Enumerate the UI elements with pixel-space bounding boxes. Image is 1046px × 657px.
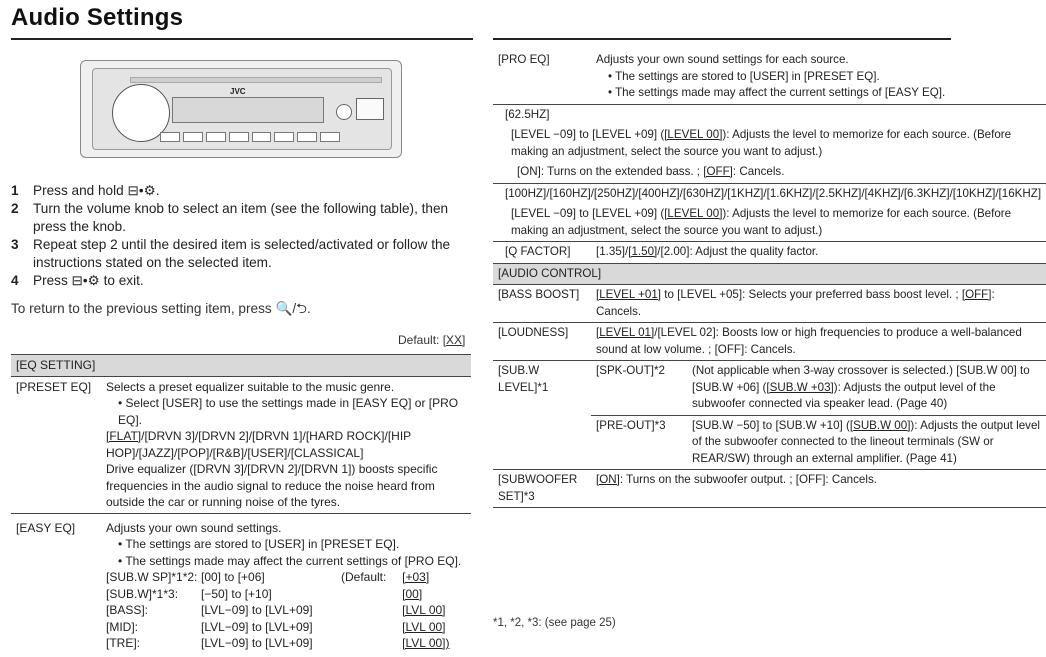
subw-level-label: [SUB.W LEVEL]*1: [498, 364, 549, 394]
easy-default: [LVL 00]: [402, 619, 446, 634]
default-label: Default:: [398, 333, 443, 347]
table-row: [591, 361, 1046, 415]
return-note: To return to the previous setting item, press 🔍/⮌.: [11, 301, 311, 316]
subw-level-cell: [591, 361, 1046, 470]
spk-text: (Not applicable when 3-way crossover is selected.) [SUB.W 00] to [SUB.W +06] (: [692, 364, 1030, 394]
q-factor-desc: [591, 242, 1046, 264]
preset-buttons: [160, 132, 340, 142]
table-row: [493, 323, 1046, 361]
pro-eq-label: [PRO EQ]: [498, 53, 550, 66]
preset-list: [106, 428, 466, 461]
sws-text: : Turns on the subwoofer output. ; [OFF]: Cancels.: [619, 473, 877, 486]
audio-control-header: [AUDIO CONTROL]: [498, 266, 602, 280]
spk-out-desc: [687, 361, 1046, 415]
easy-bullets: [106, 536, 466, 569]
table-row: [493, 470, 1046, 508]
step-item: [11, 182, 471, 200]
level-default: [LEVEL 00]: [664, 128, 723, 141]
level-default: [LEVEL 00]: [664, 207, 723, 220]
table-row: [493, 204, 1046, 242]
bass-boost-label: [BASS BOOST]: [498, 288, 580, 301]
easy-eq-label: [EASY EQ]: [16, 520, 76, 535]
level-text-b: ): Adjusts the level to memorize for each source. (Before making an adjustment, select the source you want to adjust.): [511, 128, 1012, 158]
easy-pre: [341, 586, 402, 603]
table-row: [591, 415, 1046, 469]
easy-desc-text: Adjusts your own sound settings.: [106, 520, 282, 535]
bb-default: [LEVEL +01]: [596, 288, 661, 301]
preset-button: [320, 132, 340, 142]
easy-default: [LVL 00]): [402, 636, 450, 650]
preset-button: [274, 132, 294, 142]
preset-button: [206, 132, 226, 142]
footnote: *1, *2, *3: (see page 25): [493, 617, 616, 629]
easy-pre: [341, 619, 402, 636]
q-text: [1.35]/: [596, 245, 629, 258]
subw-subtable: [591, 361, 1046, 469]
right-rule: [493, 38, 951, 40]
easy-pre: [341, 635, 402, 652]
step-number: 2: [11, 201, 19, 216]
subwoofer-set-desc: [591, 470, 1046, 508]
page-title: Audio Settings: [11, 4, 184, 31]
easy-eq-desc: [101, 513, 471, 654]
preset-desc-text: Selects a preset equalizer suitable to the music genre.: [106, 379, 395, 394]
level-text-b: ): Adjusts the level to memorize for each source. (Before making an adjustment, select the source you want to adjust.): [511, 207, 1012, 237]
easy-name: [MID]:: [106, 619, 138, 634]
preset-button: [183, 132, 203, 142]
step-number: 3: [11, 237, 19, 252]
brand-logo: JVC: [230, 87, 246, 96]
stereo-display: [172, 97, 324, 123]
eq-setting-header: [EQ SETTING]: [16, 358, 96, 372]
loudness-label: [LOUDNESS]: [498, 326, 569, 339]
pro-bullet: • The settings made may affect the current settings of [EASY EQ].: [608, 85, 1041, 102]
easy-row: [106, 602, 466, 619]
easy-name: [BASS]:: [106, 603, 149, 617]
eq-setting-table: [11, 354, 471, 654]
preset-eq-label: [PRESET EQ]: [16, 379, 92, 394]
preset-eq-desc: [101, 376, 471, 513]
steps-list: [11, 182, 471, 290]
preset-bullets: [106, 395, 466, 428]
bb-off: [OFF]: [961, 288, 992, 301]
table-header-row: [11, 355, 471, 377]
default-note: [398, 333, 465, 347]
loudness-desc: [591, 323, 1046, 361]
easy-name: [TRE]:: [106, 636, 141, 650]
table-row: [493, 242, 1046, 264]
pro-eq-desc: [591, 50, 1046, 104]
bb-off-text: : Cancels.: [596, 288, 995, 318]
hz62-label: [62.5HZ]: [505, 107, 550, 121]
bass-off-default: [OFF]: [703, 165, 733, 178]
easy-range: [LVL−09] to [LVL+09]: [201, 603, 313, 617]
freq-level: [493, 204, 1046, 242]
table-row: [493, 50, 1046, 104]
easy-bullet: • The settings are stored to [USER] in [PRESET EQ].: [118, 536, 466, 553]
table-row: [493, 104, 1046, 125]
pro-desc-text: Adjusts your own sound settings for each source.: [596, 53, 849, 66]
bass-boost-desc: [591, 285, 1046, 323]
easy-name: [SUB.W]*1*3:: [106, 586, 179, 601]
pre-out-label: [PRE-OUT]*3: [596, 418, 666, 432]
easy-default: [00]: [402, 586, 423, 601]
easy-row: [106, 586, 466, 603]
step-text: Repeat step 2 until the desired item is selected/activated or follow the instructions stated on the selected item.: [33, 237, 451, 270]
easy-name: [SUB.W SP]*1*2:: [106, 570, 198, 584]
title-rule: [11, 38, 473, 40]
preset-button: [252, 132, 272, 142]
easy-bullet: • The settings made may affect the current settings of [PRO EQ].: [118, 553, 466, 570]
pre-default: [SUB.W 00]: [849, 418, 911, 432]
bass-on-text: [ON]: Turns on the extended bass. ;: [517, 165, 704, 178]
easy-pre: [341, 602, 402, 619]
easy-range: [00] to [+06]: [201, 570, 265, 584]
bb-text: to [LEVEL +05]: Selects your preferred bass boost level. ;: [661, 288, 962, 301]
pro-bullets: [596, 69, 1041, 102]
table-row: [493, 125, 1046, 162]
easy-range: [−50] to [+10]: [201, 586, 272, 601]
hz62-level: [493, 125, 1046, 162]
level-text: [LEVEL −09] to [LEVEL +09] (: [511, 207, 665, 220]
pre-text-b: ): Adjusts the output level of the subwoofer connected to the lineout terminals (SW or REAR/SW) through an external amplifier. (Page 41): [692, 418, 1040, 465]
q-text-b: /[2.00]: Adjust the quality factor.: [657, 245, 819, 258]
table-row: [493, 162, 1046, 183]
spk-out-label: [SPK-OUT]*2: [596, 364, 665, 377]
easy-row: [106, 635, 466, 652]
spk-default: [SUB.W +03]: [766, 380, 834, 394]
subwoofer-set-label: [SUBWOOFER SET]*3: [498, 473, 578, 503]
usb-port-icon: [356, 98, 384, 120]
easy-default: [LVL 00]: [402, 603, 446, 617]
preset-button: [160, 132, 180, 142]
easy-pre: (Default:: [341, 570, 387, 584]
step-text: Press and hold ⊟•⚙.: [33, 183, 160, 198]
q-factor-label: [Q FACTOR]: [505, 245, 571, 258]
table-row: [11, 513, 471, 654]
sws-default: [ON]: [596, 473, 620, 486]
preset-bullet: • Select [USER] to use the settings made in [EASY EQ] or [PRO EQ].: [118, 395, 466, 428]
preset-options: /[DRVN 3]/[DRVN 2]/[DRVN 1]/[HARD ROCK]/[HIP HOP]/[JAZZ]/[POP]/[R&B]/[USER]/[CLASSICAL]: [106, 429, 411, 460]
bass-off-text: : Cancels.: [732, 165, 785, 178]
table-header-row: [493, 263, 1046, 285]
easy-eq-values: [106, 569, 466, 652]
easy-row: [106, 619, 466, 636]
easy-range: [LVL−09] to [LVL+09]: [201, 619, 313, 634]
easy-default: [+03]: [402, 570, 430, 584]
step-item: [11, 200, 471, 236]
loud-text: /[LEVEL 02]: Boosts low or high frequencies to produce a well-balanced sound at low volume. ; [OFF]: Cancels.: [596, 326, 1022, 356]
step-item: [11, 272, 471, 290]
eject-icon: [336, 104, 352, 120]
pre-out-desc: [687, 415, 1046, 469]
table-row: [493, 183, 1046, 204]
preset-button: [297, 132, 317, 142]
cd-slot: [130, 77, 382, 83]
loud-default: [LEVEL 01]: [596, 326, 655, 339]
extended-bass: [493, 162, 1046, 183]
table-row: [493, 361, 1046, 470]
level-text: [LEVEL −09] to [LEVEL +09] (: [511, 128, 665, 141]
table-row: [493, 285, 1046, 323]
pro-eq-table: [493, 50, 1046, 508]
step-number: 4: [11, 273, 19, 288]
preset-drive-text: Drive equalizer ([DRVN 3]/[DRVN 2]/[DRVN 1]) boosts specific frequencies in the audio signal to reduce the noise heard from outside the car or running noise of the tyres.: [106, 462, 438, 509]
step-item: [11, 236, 471, 272]
preset-default: [FLAT]: [106, 429, 142, 443]
table-row: [11, 376, 471, 513]
step-text: Turn the volume knob to select an item (see the following table), then press the knob.: [33, 201, 449, 234]
pre-text: [SUB.W −50] to [SUB.W +10] (: [692, 418, 850, 432]
step-text: Press ⊟•⚙ to exit.: [33, 273, 144, 288]
pro-bullet: • The settings are stored to [USER] in [PRESET EQ].: [608, 69, 1041, 86]
default-value: [XX]: [442, 333, 466, 347]
preset-button: [229, 132, 249, 142]
q-default: [1.50]: [628, 245, 658, 258]
easy-row: [106, 569, 466, 586]
step-number: 1: [11, 183, 19, 198]
freq-list: [100HZ]/[160HZ]/[250HZ]/[400HZ]/[630HZ]/[1KHZ]/[1.6KHZ]/[2.5KHZ]/[4KHZ]/[6.3KHZ]/[10KHZ]/[16KHZ]: [505, 186, 1042, 200]
easy-range: [LVL−09] to [LVL+09]: [201, 636, 313, 650]
spk-text-b: ): Adjusts the output level of the subwoofer connected via speaker lead. (Page 40): [692, 380, 996, 410]
